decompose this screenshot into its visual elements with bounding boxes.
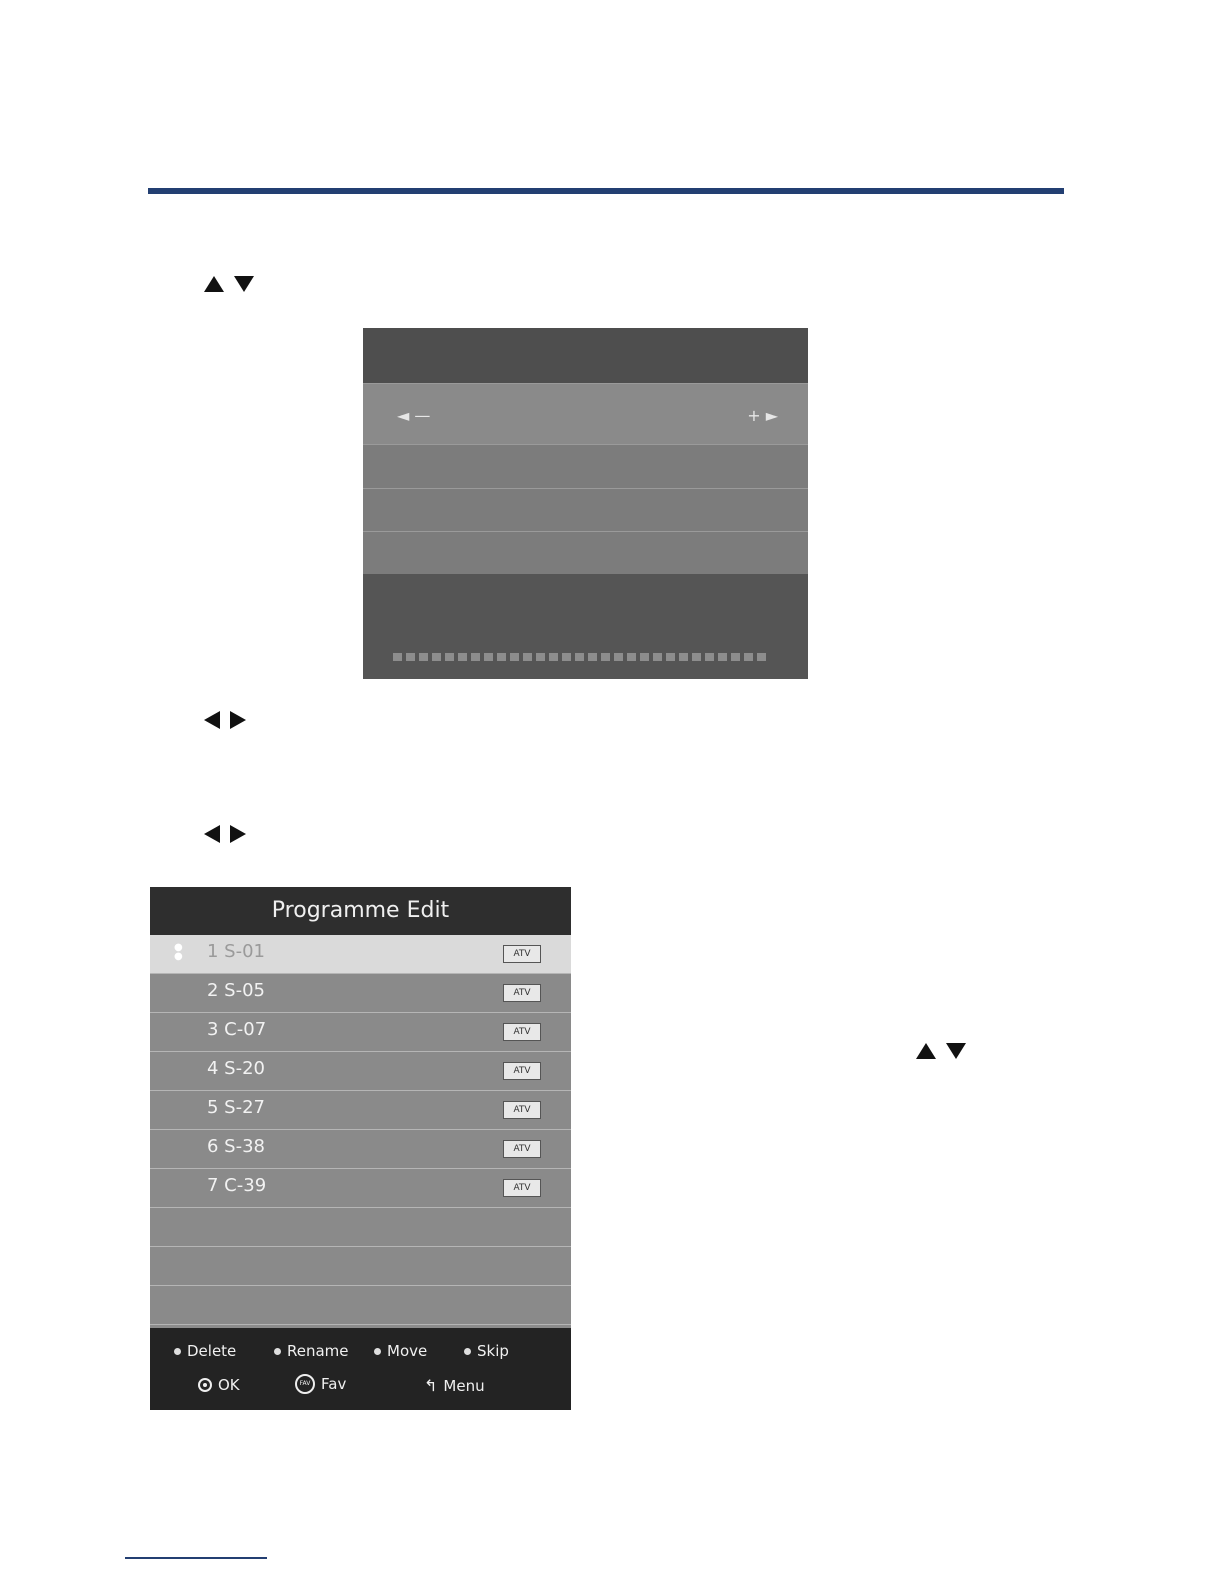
delete-label: Delete — [187, 1342, 237, 1360]
programme-label: 2 S-05 — [207, 980, 265, 1001]
atv-badge: ATV — [503, 1023, 541, 1041]
skip-hint[interactable] — [464, 1342, 509, 1360]
menu-hint[interactable] — [424, 1376, 485, 1395]
programme-edit-screen — [150, 887, 571, 1410]
programme-row[interactable] — [150, 974, 571, 1013]
progress-segment — [653, 653, 662, 661]
decrease-control[interactable]: ◄ — — [397, 406, 431, 425]
programme-label: 4 S-20 — [207, 1058, 265, 1079]
progress-segment — [601, 653, 610, 661]
progress-segment — [549, 653, 558, 661]
progress-segment — [510, 653, 519, 661]
atv-badge: ATV — [503, 984, 541, 1002]
ok-label: OK — [218, 1376, 240, 1394]
progress-segment — [718, 653, 727, 661]
progress-segment — [419, 653, 428, 661]
progress-segment — [614, 653, 623, 661]
progress-segment — [731, 653, 740, 661]
adjustment-header-band — [363, 328, 808, 383]
left-right-arrows-step3 — [204, 825, 246, 843]
green-button-icon — [274, 1348, 281, 1355]
rename-hint[interactable] — [274, 1342, 349, 1360]
progress-segments — [393, 653, 766, 661]
programme-row[interactable] — [150, 1130, 571, 1169]
left-arrow-icon — [204, 711, 220, 729]
programme-row[interactable] — [150, 1052, 571, 1091]
programme-row[interactable] — [150, 1091, 571, 1130]
atv-badge: ATV — [503, 1140, 541, 1158]
progress-segment — [445, 653, 454, 661]
progress-segment — [692, 653, 701, 661]
programme-edit-footer — [150, 1328, 571, 1410]
programme-row[interactable] — [150, 935, 571, 974]
progress-segment — [432, 653, 441, 661]
rename-label: Rename — [287, 1342, 349, 1360]
move-hint[interactable] — [374, 1342, 427, 1360]
menu-label: Menu — [443, 1376, 485, 1395]
programme-label: 6 S-38 — [207, 1136, 265, 1157]
progress-segment — [627, 653, 636, 661]
programme-row[interactable] — [150, 1169, 571, 1208]
progress-segment — [666, 653, 675, 661]
atv-badge: ATV — [503, 1062, 541, 1080]
programme-edit-title: Programme Edit — [150, 887, 571, 935]
blue-button-icon — [464, 1348, 471, 1355]
programme-row[interactable] — [150, 1013, 571, 1052]
progress-segment — [744, 653, 753, 661]
progress-segment — [393, 653, 402, 661]
ok-button-icon — [198, 1378, 212, 1392]
up-arrow-icon — [916, 1043, 936, 1059]
adjustment-screen — [363, 328, 808, 679]
move-grip-icon: ● ● — [174, 942, 183, 962]
progress-segment — [536, 653, 545, 661]
fav-button-icon: FAV — [295, 1374, 315, 1394]
empty-programme-row — [150, 1208, 571, 1247]
progress-segment — [705, 653, 714, 661]
right-arrow-icon — [230, 825, 246, 843]
progress-segment — [523, 653, 532, 661]
programme-label: 3 C-07 — [207, 1019, 267, 1040]
atv-badge: ATV — [503, 1101, 541, 1119]
atv-badge: ATV — [503, 945, 541, 963]
progress-segment — [497, 653, 506, 661]
red-button-icon — [174, 1348, 181, 1355]
progress-segment — [757, 653, 766, 661]
left-arrow-icon — [204, 825, 220, 843]
progress-segment — [640, 653, 649, 661]
up-down-arrows-step1 — [204, 276, 254, 292]
fav-hint[interactable] — [295, 1374, 346, 1394]
progress-segment — [562, 653, 571, 661]
progress-segment — [588, 653, 597, 661]
programme-label: 7 C-39 — [207, 1175, 267, 1196]
move-label: Move — [387, 1342, 428, 1360]
progress-segment — [471, 653, 480, 661]
down-arrow-icon — [234, 276, 254, 292]
programme-label: 5 S-27 — [207, 1097, 265, 1118]
increase-control[interactable]: + ► — [747, 406, 778, 425]
delete-hint[interactable] — [174, 1342, 236, 1360]
atv-badge: ATV — [503, 1179, 541, 1197]
footer-rule — [125, 1557, 267, 1559]
progress-segment — [484, 653, 493, 661]
empty-programme-row — [150, 1286, 571, 1325]
progress-segment — [458, 653, 467, 661]
down-arrow-icon — [946, 1043, 966, 1059]
right-arrow-icon — [230, 711, 246, 729]
progress-segment — [575, 653, 584, 661]
up-arrow-icon — [204, 276, 224, 292]
progress-segment — [679, 653, 688, 661]
yellow-button-icon — [374, 1348, 381, 1355]
empty-programme-row — [150, 1247, 571, 1286]
up-down-arrows-side — [916, 1043, 966, 1059]
return-arrow-icon: ↰ — [424, 1376, 438, 1395]
skip-label: Skip — [477, 1342, 509, 1360]
adjustment-row — [363, 531, 808, 575]
adjustment-row — [363, 488, 808, 531]
header-rule — [148, 188, 1064, 194]
progress-segment — [406, 653, 415, 661]
fav-label: Fav — [321, 1375, 347, 1393]
adjustment-footer-band — [363, 574, 808, 679]
programme-label: 1 S-01 — [207, 941, 265, 962]
adjustment-row — [363, 444, 808, 488]
adjustment-slider-row[interactable] — [363, 383, 808, 444]
programme-list — [150, 935, 571, 1325]
left-right-arrows-step2 — [204, 711, 246, 729]
ok-hint[interactable] — [198, 1376, 240, 1394]
